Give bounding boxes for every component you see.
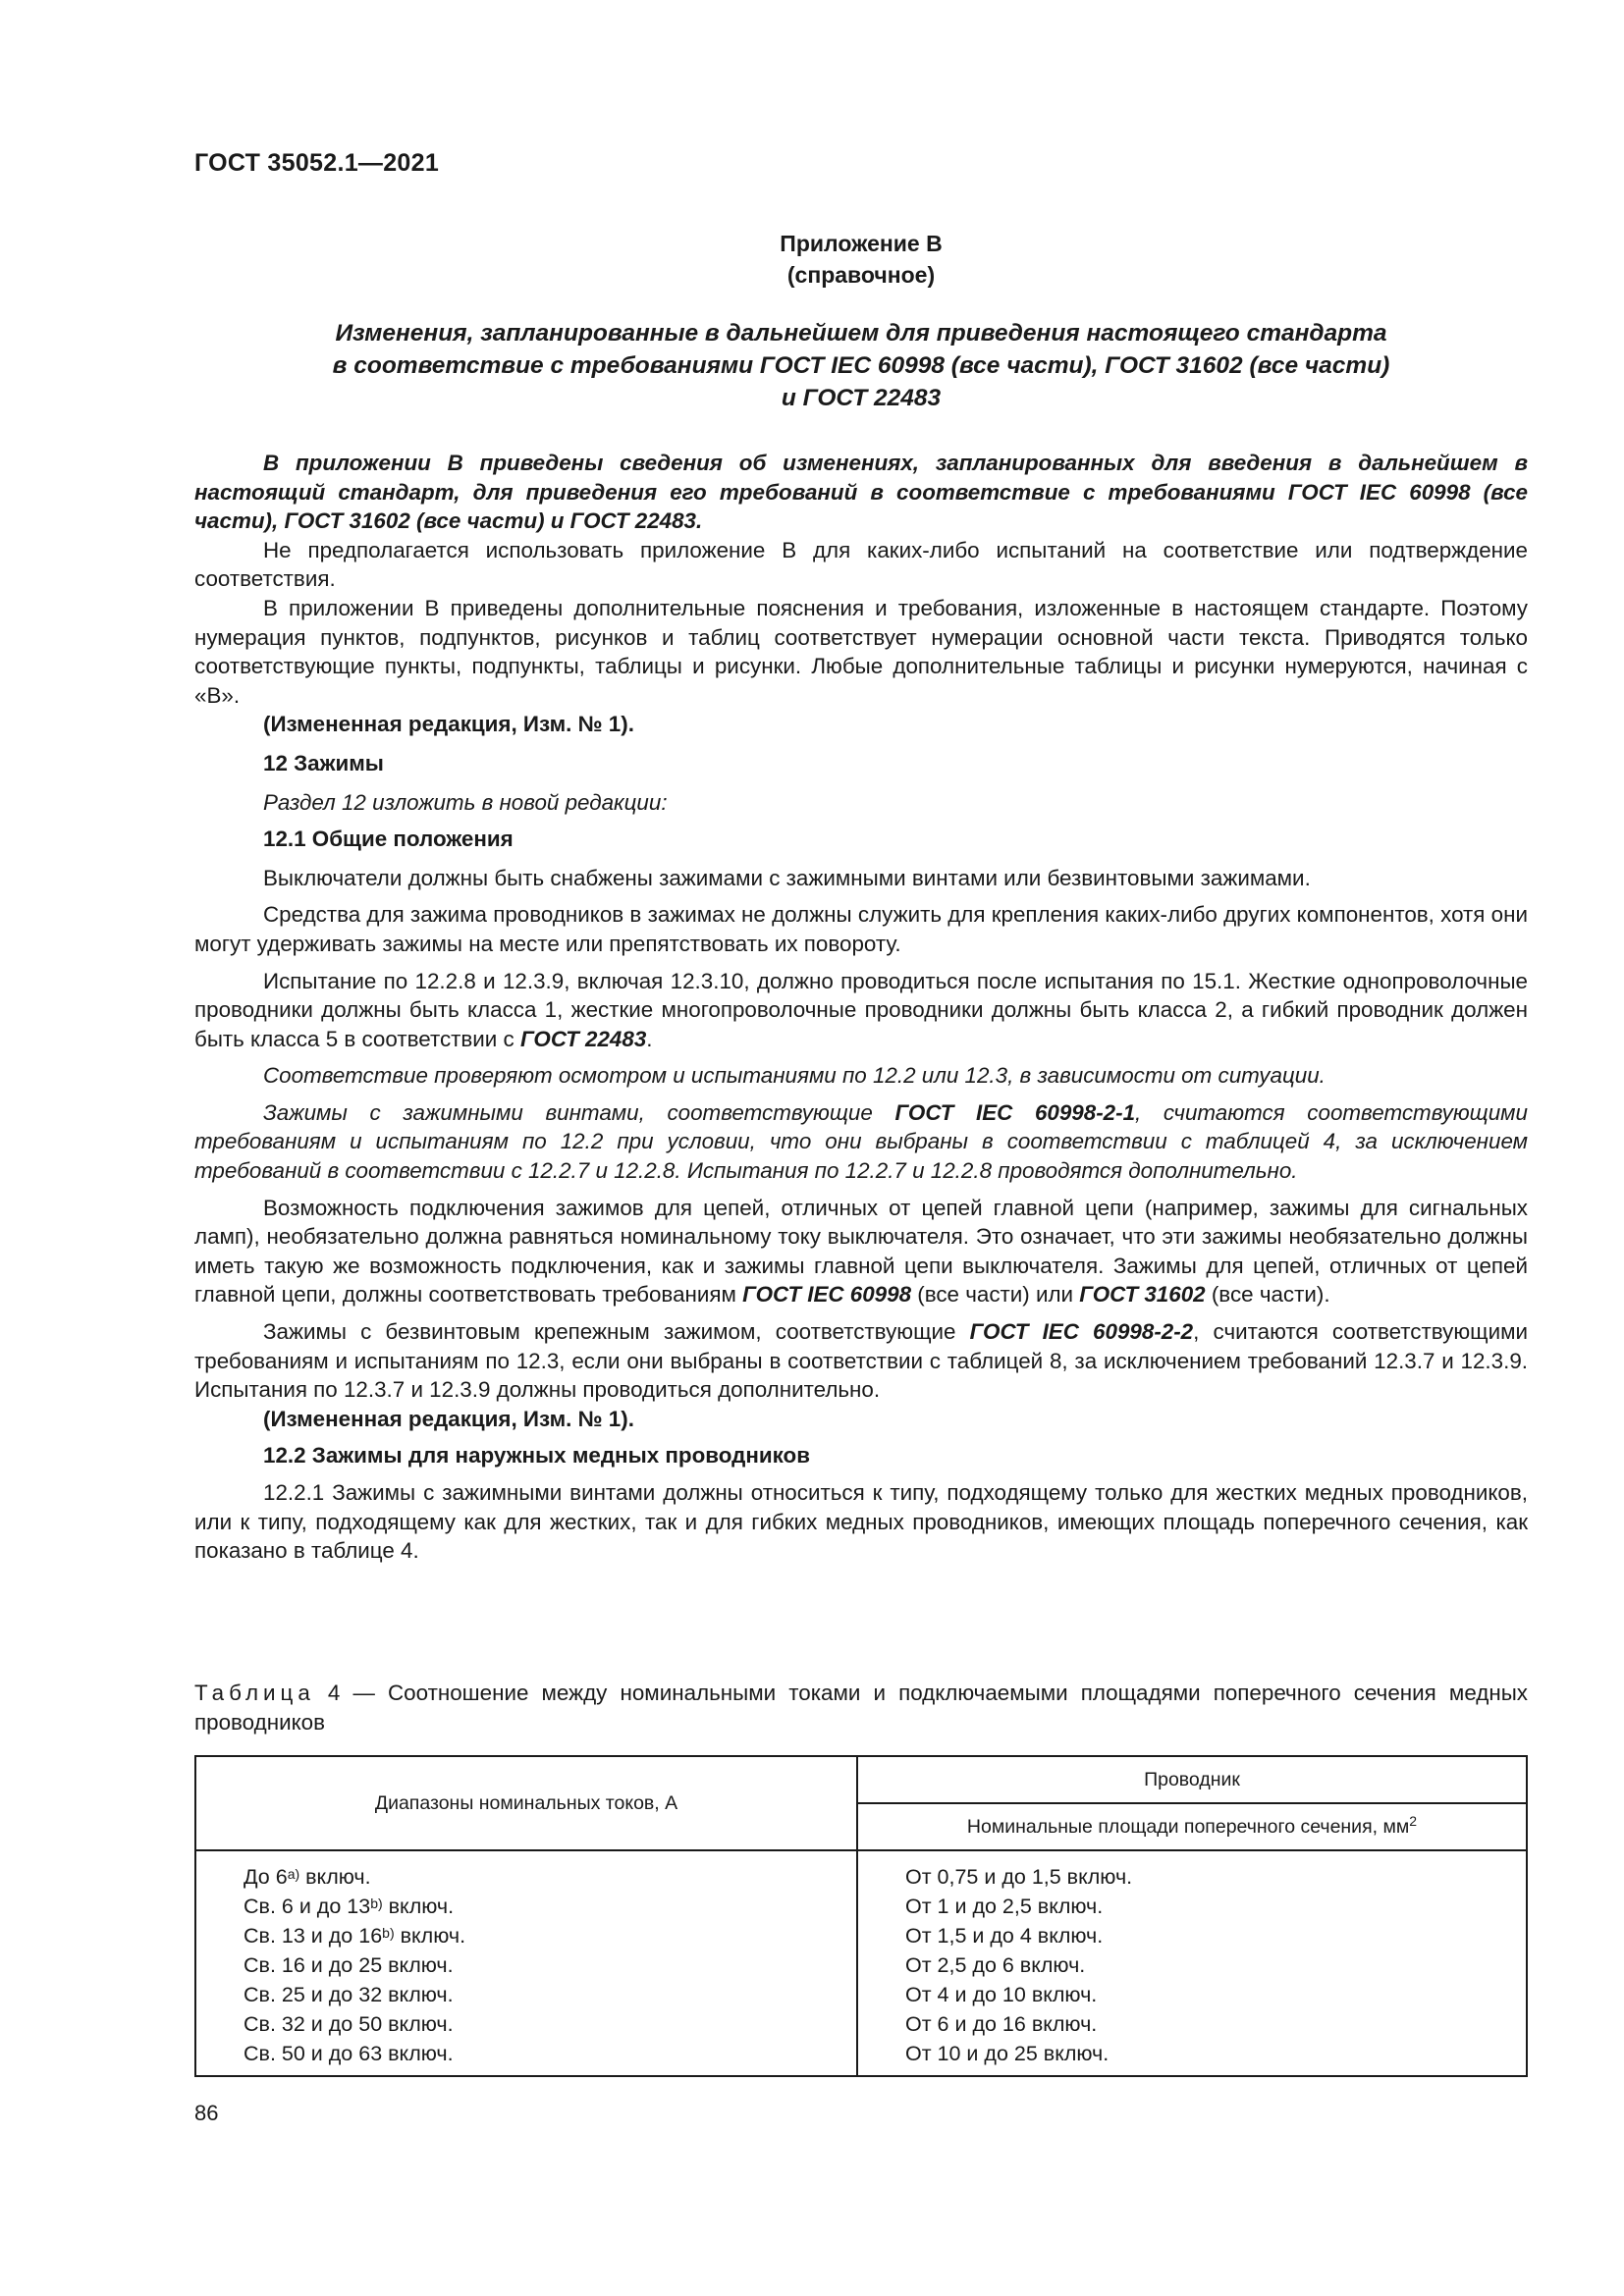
table-row-area: От 10 и до 25 включ.: [905, 2042, 1110, 2065]
amendment-note: (Измененная редакция, Изм. № 1).: [263, 1406, 634, 1431]
paragraph: Выключатели должны быть снабжены зажимами с зажимными винтами или безвинтовыми зажимами.: [263, 865, 1311, 890]
table-4-caption: [194, 1679, 1528, 1736]
table-4: [194, 1755, 1528, 2077]
table-row-current: [244, 1921, 856, 1950]
table-row-current: [244, 1862, 856, 1892]
text-run: , считаются соответствующими требованиям и испытаниям по 12.2 при условии, что они выбраны в соответствии с таблицей 4, за исключением требований в соответствии с 12.2.7 и 12.2.8. Испытания по 12.2.7 и 12.2.8 проводятся дополнительно.: [194, 1099, 1528, 1184]
table-row-area: От 0,75 и до 1,5 включ.: [905, 1865, 1133, 1889]
header-superscript: 2: [1409, 1812, 1418, 1829]
text-run: Возможность подключения зажимов для цепей, отличных от цепей главной цепи (например, зажимы для сигнальных ламп), необязательно должна равняться номинальному току выключателя. Это означает, что эти зажимы необязательно должны иметь такую же возможность подключения, как и зажимы главной цепи выключателя. Зажимы для цепей, отличных от цепей главной цепи, должны соответствовать требованиям: [194, 1195, 1528, 1308]
annex-heading-line: и ГОСТ 22483: [781, 385, 942, 411]
footnote-marker: b): [370, 1896, 383, 1911]
annex-heading-line: в соответствие с требованиями ГОСТ IEC 60998 (все части), ГОСТ 31602 (все части): [332, 352, 1390, 379]
table-cell-areas: [857, 1850, 1527, 2076]
standard-reference: ГОСТ IEC 60998: [742, 1282, 912, 1308]
text-run: (все части) или: [911, 1282, 1080, 1308]
paragraph: [194, 1194, 1528, 1309]
text-run: Испытание по 12.2.8 и 12.3.9, включая 12.3.10, должно проводиться после испытания по 15.1. Жесткие однопроволочные проводники должны быть класса 1, жесткие многопроволочные проводники должны быть класса 2, а гибкий проводник должен быть класса 5 в соответствии с: [194, 968, 1528, 1051]
standard-reference: ГОСТ IEC 60998-2-2: [969, 1319, 1194, 1345]
table-row-area: От 2,5 до 6 включ.: [905, 1953, 1086, 1977]
table-row-current: [244, 2009, 856, 2039]
section-12-title: 12 Зажимы: [263, 750, 384, 775]
current-range-tail: включ.: [299, 1865, 371, 1889]
annex-kind: (справочное): [786, 262, 936, 288]
footnote-marker: a): [287, 1866, 300, 1882]
paragraph: 12.2.1 Зажимы с зажимными винтами должны относиться к типу, подходящему только для жестких медных проводников, или к типу, подходящему как для жестких, так и для гибких медных проводников, имеющих площадь поперечного сечения, как показано в таблице 4.: [194, 1480, 1528, 1564]
annex-label: Приложение В: [780, 231, 943, 256]
section-12-instruction: Раздел 12 изложить в новой редакции:: [263, 789, 668, 815]
current-range-text: Св. 32 и до 50 включ.: [244, 2012, 454, 2036]
text-run: (все части).: [1205, 1282, 1330, 1308]
table-row-area: От 6 и до 16 включ.: [905, 2012, 1098, 2036]
current-range-text: Св. 13 и до 16: [244, 1924, 383, 1948]
current-range-text: Св. 50 и до 63 включ.: [244, 2042, 454, 2065]
annex-heading-line: Изменения, запланированные в дальнейшем для приведения настоящего стандарта: [335, 320, 1387, 347]
amendment-note: (Измененная редакция, Изм. № 1).: [263, 712, 634, 737]
current-range-text: Св. 6 и до 13: [244, 1895, 371, 1918]
standard-reference: ГОСТ IEC 60998-2-1: [894, 1099, 1136, 1125]
header-text: Номинальные площади поперечного сечения, мм: [966, 1815, 1410, 1838]
document-body: [194, 449, 1528, 1566]
paragraph: [194, 1317, 1528, 1405]
table-row-current: [244, 1980, 856, 2009]
standard-reference: ГОСТ 31602: [1079, 1282, 1206, 1308]
page-number: 86: [194, 2101, 219, 2125]
annex-intro-paragraph: В приложении В приведены сведения об изменениях, запланированных для введения в дальнейшем в настоящий стандарт, для приведения его требований в соответствие с требованиями ГОСТ IEC 60998 (все части), ГОСТ 31602 (все части) и ГОСТ 22483.: [194, 451, 1528, 534]
text-run: Зажимы с зажимными винтами, соответствующие: [263, 1099, 895, 1125]
table-cell-currents: [195, 1850, 857, 2076]
paragraph: [194, 1098, 1528, 1186]
paragraph: В приложении В приведены дополнительные пояснения и требования, изложенные в настоящем стандарте. Поэтому нумерация пунктов, подпунктов, рисунков и таблиц соответствует нумерации основной части текста. Приводятся только соответствующие пункты, подпункты, таблицы и рисунки. Любые дополнительные таблицы и рисунки нумеруются, начиная с «В».: [194, 595, 1528, 708]
table-row-current: [244, 1950, 856, 1980]
annex-title-block: [194, 228, 1528, 291]
paragraph: Не предполагается использовать приложение В для каких-либо испытаний на соответствие или подтверждение соответствия.: [194, 537, 1528, 592]
table-row-area: От 4 и до 10 включ.: [905, 1983, 1098, 2006]
table-row-area: От 1,5 и до 4 включ.: [905, 1924, 1104, 1948]
table-row-current: [244, 2039, 856, 2068]
current-range-text: Св. 25 и до 32 включ.: [244, 1983, 454, 2006]
current-range-tail: включ.: [382, 1895, 455, 1918]
text-run: .: [646, 1026, 653, 1051]
table-header-cross-section: [857, 1803, 1527, 1850]
text-run: , считаются соответствующими требованиям и испытаниям по 12.3, если они выбраны в соответствии с таблицей 8, за исключением требований 12.3.7 и 12.3.9. Испытания по 12.3.7 и 12.3.9 должны проводиться дополнительно.: [194, 1319, 1528, 1403]
footnote-marker: b): [382, 1925, 395, 1941]
table-header-current-ranges: Диапазоны номинальных токов, А: [195, 1756, 857, 1850]
table-row-area: От 1 и до 2,5 включ.: [905, 1895, 1104, 1918]
paragraph: [194, 967, 1528, 1054]
section-12-1-title: 12.1 Общие положения: [263, 827, 514, 852]
paragraph: Средства для зажима проводников в зажимах не должны служить для крепления каких-либо других компонентов, хотя они могут удерживать зажимы на месте или препятствовать их повороту.: [194, 902, 1528, 956]
standard-reference: ГОСТ 22483: [519, 1026, 647, 1051]
paragraph: Соответствие проверяют осмотром и испытаниями по 12.2 или 12.3, в зависимости от ситуации.: [263, 1063, 1326, 1089]
document-number-header: ГОСТ 35052.1—2021: [194, 149, 440, 177]
current-range-text: До 6: [244, 1865, 288, 1889]
section-12-2-title: 12.2 Зажимы для наружных медных проводников: [263, 1443, 810, 1468]
table-caption-text: 4 — Соотношение между номинальными токами и подключаемыми площадями поперечного сечения медных проводников: [194, 1681, 1528, 1735]
text-run: Зажимы с безвинтовым крепежным зажимом, соответствующие: [263, 1319, 970, 1345]
table-caption-label: Таблица: [194, 1681, 315, 1705]
table-header-conductor: Проводник: [857, 1756, 1527, 1803]
annex-heading: [194, 317, 1528, 414]
table-row-current: [244, 1892, 856, 1921]
current-range-tail: включ.: [394, 1924, 466, 1948]
current-range-text: Св. 16 и до 25 включ.: [244, 1953, 454, 1977]
